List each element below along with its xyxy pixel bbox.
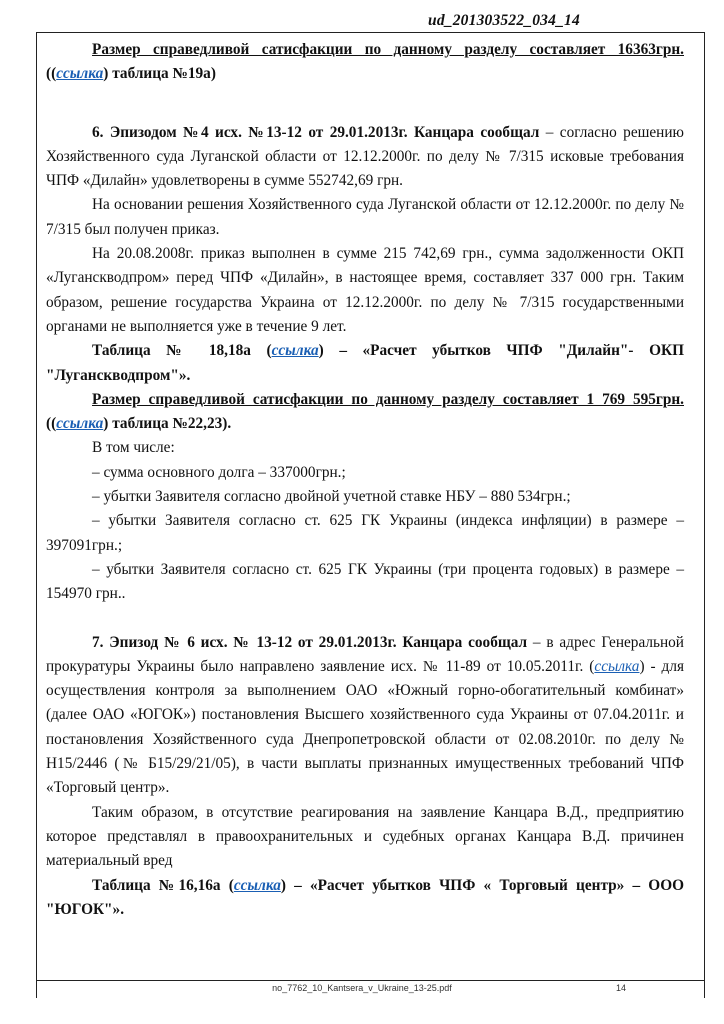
including-label: В том числе: bbox=[92, 439, 175, 457]
paragraph-gap bbox=[46, 607, 684, 631]
list-item: – убытки Заявителя согласно ст. 625 ГК Украины (индекса инфляции) в размере – 397091грн.; bbox=[46, 512, 684, 554]
link-reference[interactable]: ссылка bbox=[56, 415, 104, 433]
link-reference[interactable]: ссылка bbox=[271, 342, 319, 360]
link-reference[interactable]: ссылка bbox=[56, 65, 104, 83]
episode-7-paragraph: 7. Эпизод № 6 исх. № 13-12 от 29.01.2013г. Канцара сообщал – в адрес Генеральной прокуратуры Украины было направлено заявление исх. № 11-89 от 10.05.2011г. (ссылка) - для осуществления контроля за выполнением ОАО «Южный горно-обогатительный комбинат» (далее ОАО «ЮГОК») постановления Высшего хозяйственного суда Украины от 07.04.2011г. и постановления Хозяйственного суда Днепропетровской области от 02.08.2010г. по делу № Н15/2446 (№ Б15/29/21/05), в части выплаты признанных имущественных требований ЧПФ «Торговый центр». bbox=[46, 633, 684, 797]
left-border bbox=[36, 32, 37, 998]
link-reference[interactable]: ссылка bbox=[594, 657, 640, 675]
right-border bbox=[704, 32, 705, 998]
material-damage-paragraph: Таким образом, в отсутствие реагирования на заявление Канцара В.Д., предприятию которое представлял в правоохранительных и судебных органах Канцара В.Д. причинен материальный вред bbox=[46, 803, 684, 870]
court-order-paragraph: На основании решения Хозяйственного суда Луганской области от 12.12.2000г. по делу № 7/315 был получен приказ. bbox=[46, 196, 684, 238]
table-16-caption: Таблица №16,16а (ссылка) – «Расчет убытков ЧПФ « Торговый центр» – ООО "ЮГОК"». bbox=[46, 876, 684, 918]
list-item: – сумма основного долга – 337000грн.; bbox=[92, 463, 346, 481]
footer-filename: no_7762_10_Kantsera_v_Ukraine_13-25.pdf bbox=[272, 983, 452, 993]
table-18-caption: Таблица № 18,18а (ссылка) – «Расчет убытков ЧПФ "Дилайн"- ОКП "Луганскводпром"». bbox=[46, 342, 684, 384]
document-body bbox=[46, 38, 684, 922]
footer-page-number: 14 bbox=[616, 983, 627, 993]
top-border bbox=[36, 32, 705, 33]
bottom-border bbox=[36, 980, 705, 981]
link-reference[interactable]: ссылка bbox=[233, 876, 281, 894]
paragraph-gap bbox=[46, 111, 684, 121]
paragraph-gap bbox=[46, 87, 684, 111]
document-id: ud_201303522_034_14 bbox=[428, 12, 580, 29]
debt-paragraph: На 20.08.2008г. приказ выполнен в сумме 215 742,69 грн., сумма задолженности ОКП «Луганскводпром» перед ЧПФ «Дилайн», в настоящее время, составляет 337 000 грн. Таким образом, решение государства Украина от 12.12.2000г. по делу № 7/315 государственными органами не выполняется уже в течение 9 лет. bbox=[46, 245, 684, 335]
list-item: – убытки Заявителя согласно ст. 625 ГК Украины (три процента годовых) в размере – 154970 грн.. bbox=[46, 560, 684, 603]
satisfaction-size-paragraph-1: Размер справедливой сатисфакции по данному разделу составляет 16363грн. ((ссылка) таблица №19а) bbox=[46, 41, 684, 83]
satisfaction-size-paragraph-2: Размер справедливой сатисфакции по данному разделу составляет 1 769 595грн. ((ссылка) таблица №22,23). bbox=[46, 390, 684, 433]
list-item: – убытки Заявителя согласно двойной учетной ставке НБУ – 880 534грн.; bbox=[92, 488, 571, 506]
episode-6-paragraph: 6. Эпизодом №4 исх. №13-12 от 29.01.2013г. Канцара сообщал – согласно решению Хозяйственного суда Луганской области от 12.12.2000г. по делу № 7/315 исковые требования ЧПФ «Дилайн» удовлетворены в сумме 552742,69 грн. bbox=[46, 123, 684, 190]
